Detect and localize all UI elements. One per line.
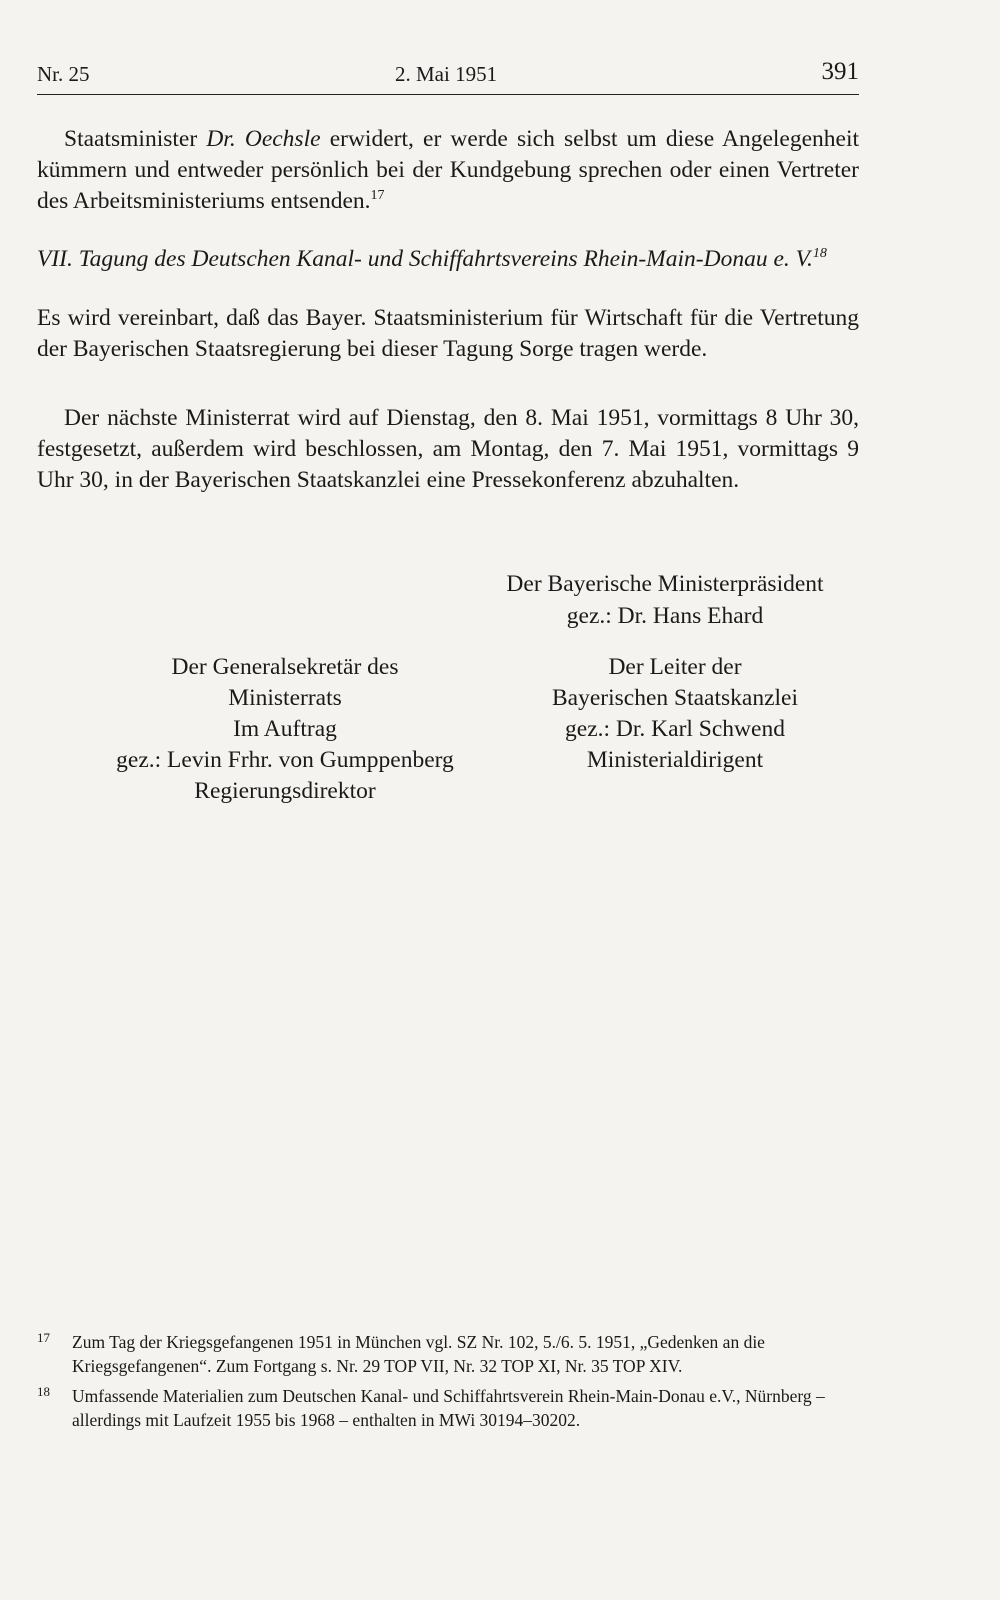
signature-head-state-chancellery: Der Leiter der Bayerischen Staatskanzlei gez.: Dr. Karl Schwend Ministerialdirigent — [551, 654, 798, 773]
footnote-number: 18 — [37, 1384, 50, 1399]
signature-general-secretary: Der Generalsekretär des Ministerrats Im Auftrag gez.: Levin Frhr. von Gumppenberg Regierungsdirektor — [116, 654, 454, 804]
footnotes — [37, 1330, 859, 1438]
footnote-number: 17 — [37, 1330, 50, 1345]
page-number: 391 — [821, 58, 859, 85]
running-header — [37, 60, 859, 95]
footnote-18 — [37, 1384, 859, 1432]
footnote-text: Zum Tag der Kriegsgefangenen 1951 in München vgl. SZ Nr. 102, 5./6. 5. 1951, „Gedenken an die Kriegsgefangenen“. Zum Fortgang s. Nr. 29 TOP VII, Nr. 32 TOP XI, Nr. 35 TOP XIV. — [72, 1332, 765, 1376]
speaker-name: Dr. Oechsle — [206, 126, 321, 152]
paragraph-vereinbarung: Es wird vereinbart, daß das Bayer. Staatsministerium für Wirtschaft für die Vertretung der Bayerischen Staatsregierung bei dieser Tagung Sorge tragen werde. — [37, 305, 859, 362]
header-date: 2. Mai 1951 — [395, 62, 498, 86]
section-heading: VII. Tagung des Deutschen Kanal- und Schiffahrtsvereins Rhein-Main-Donau e. V.$^{18}$ — [37, 246, 827, 272]
footnote-ref-18[interactable]: 18 — [812, 246, 827, 261]
paragraph-next-meeting: Der nächste Ministerrat wird auf Dienstag, den 8. Mai 1951, vormittags 8 Uhr 30, festgesetzt, außerdem wird beschlossen, am Montag, den 7. Mai 1951, vormittags 9 Uhr 30, in der Bayerischen Staatskanzlei eine Pressekonferenz abzuhalten. — [37, 405, 859, 493]
footnote-ref-17[interactable]: 17 — [370, 188, 385, 203]
signature-minister-president: Der Bayerische Ministerpräsident gez.: Dr. Hans Ehard — [506, 571, 824, 629]
footnote-text: Umfassende Materialien zum Deutschen Kanal- und Schiffahrtsverein Rhein-Main-Donau e.V., Nürnberg – allerdings mit Laufzeit 1955 bis 1968 – enthalten in MWi 30194–30202. — [72, 1386, 825, 1430]
issue-number: Nr. 25 — [37, 62, 90, 86]
footnote-17 — [37, 1330, 859, 1378]
paragraph-oechsle: Staatsminister Dr. Oechsle erwidert, er werde sich selbst um diese Angelegenheit kümmern und entweder persönlich bei der Kundgebung sprechen oder einen Vertreter des Arbeitsministeriums entsenden.$^{17}$ — [37, 126, 860, 214]
